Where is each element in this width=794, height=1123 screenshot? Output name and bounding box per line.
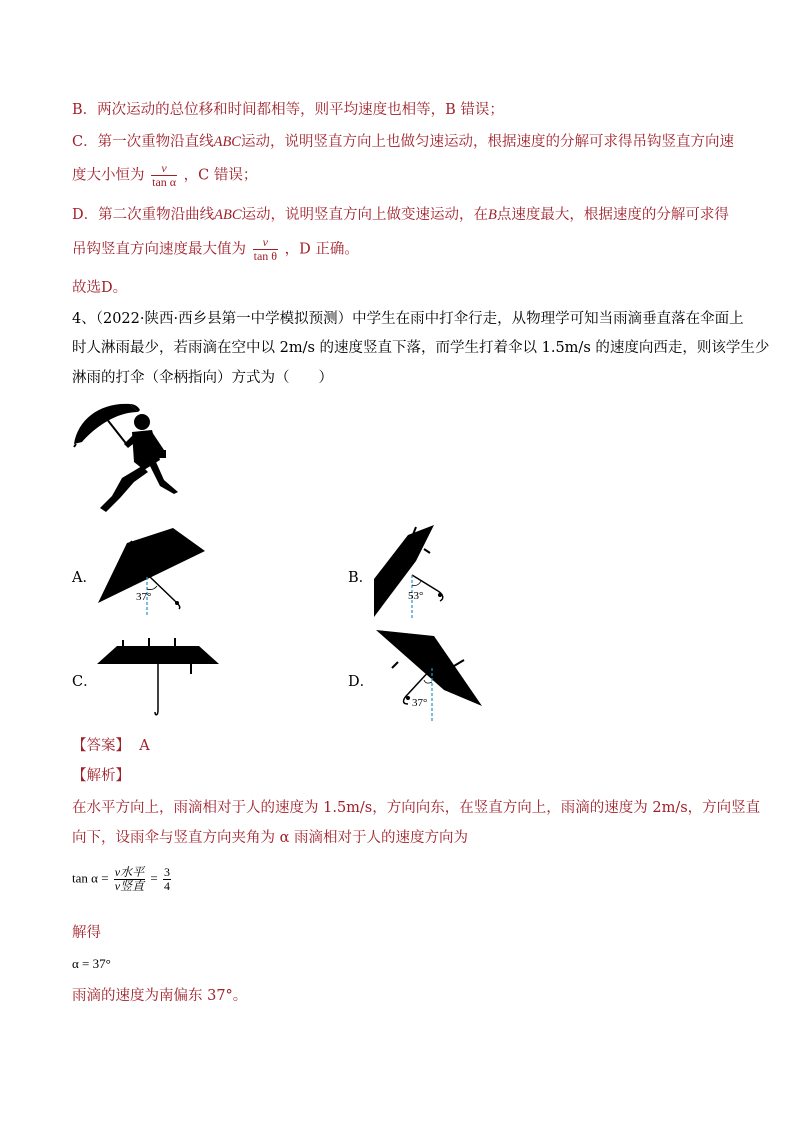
explanation-conclusion: 故选D。 <box>72 280 128 296</box>
question-line3: 淋雨的打伞（伞柄指向）方式为（ ） <box>72 370 333 386</box>
person-umbrella-figure <box>72 400 182 518</box>
explanation-d-line2: 吊钩竖直方向速度最大值为 $\frac{v}{\text{tan θ}}$ ，D 正确。 <box>72 235 359 263</box>
c-fraction: $\frac{v}{\text{tan α}}$ <box>152 161 177 189</box>
final-statement: 雨滴的速度为南偏东 37°。 <box>72 988 248 1004</box>
option-a-angle: 37° <box>136 591 152 603</box>
option-d-umbrella[interactable] <box>372 628 486 724</box>
velocity-ratio: $\frac{\text{v水平}}{\text{v竖直}}$ <box>114 865 145 893</box>
analysis-tag: 【解析】 <box>72 768 130 784</box>
tan-equation: tan α = $\frac{\text{v水平}}{\text{v竖直}}$ = $\frac{3}{4}$ <box>72 865 170 893</box>
analysis-line1: 在水平方向上，雨滴相对于人的速度为 1.5m/s，方向向东，在竖直方向上，雨滴的速度为 2m/s，方向竖直 <box>72 800 761 816</box>
question-line1: 4、（2022·陕西·西乡县第一中学模拟预测）中学生在雨中打伞行走，从物理学可知当雨滴垂直落在伞面上 <box>72 311 744 327</box>
option-b-umbrella[interactable] <box>372 523 452 621</box>
explanation-c-line1: C．第一次重物沿直线ABC运动，说明竖直方向上也做匀速运动，根据速度的分解可求得吊钩竖直方向速 <box>72 134 734 150</box>
question-line2: 时人淋雨最少，若雨滴在空中以 2m/s 的速度竖直下落，而学生打着伞以 1.5m/s 的速度向西走，则该学生少 <box>72 340 770 356</box>
value-ratio: $\frac{3}{4}$ <box>163 865 170 893</box>
answer-line <box>72 736 150 756</box>
d-fraction: $\frac{v}{\text{tan θ}}$ <box>253 235 278 263</box>
explanation-b: B．两次运动的总位移和时间都相等，则平均速度也相等，B 错误； <box>72 102 504 118</box>
explanation-c-line2: 度大小恒为 $\frac{v}{\text{tan α}}$ ，C 错误； <box>72 161 258 189</box>
solve-label: 解得 <box>72 925 101 941</box>
option-d-label: D． <box>348 674 375 690</box>
option-a-umbrella[interactable] <box>95 525 207 619</box>
analysis-line2: 向下，设雨伞与竖直方向夹角为 α 雨滴相对于人的速度方向为 <box>72 830 469 846</box>
answer-value: A <box>139 738 150 754</box>
option-c-label: C． <box>72 674 98 690</box>
answer-tag: 【答案】 <box>72 738 130 754</box>
option-b-angle: 53° <box>408 590 424 602</box>
explanation-d-line1: D．第二次重物沿曲线ABC运动，说明竖直方向上做变速运动，在B点速度最大，根据速度的分解可求得 <box>72 207 729 223</box>
option-a-label: A． <box>72 570 97 586</box>
option-d-angle: 37° <box>412 697 428 709</box>
result-equation: α = 37° <box>72 956 111 971</box>
option-c-umbrella[interactable] <box>95 634 221 718</box>
option-b-label: B． <box>348 570 374 586</box>
